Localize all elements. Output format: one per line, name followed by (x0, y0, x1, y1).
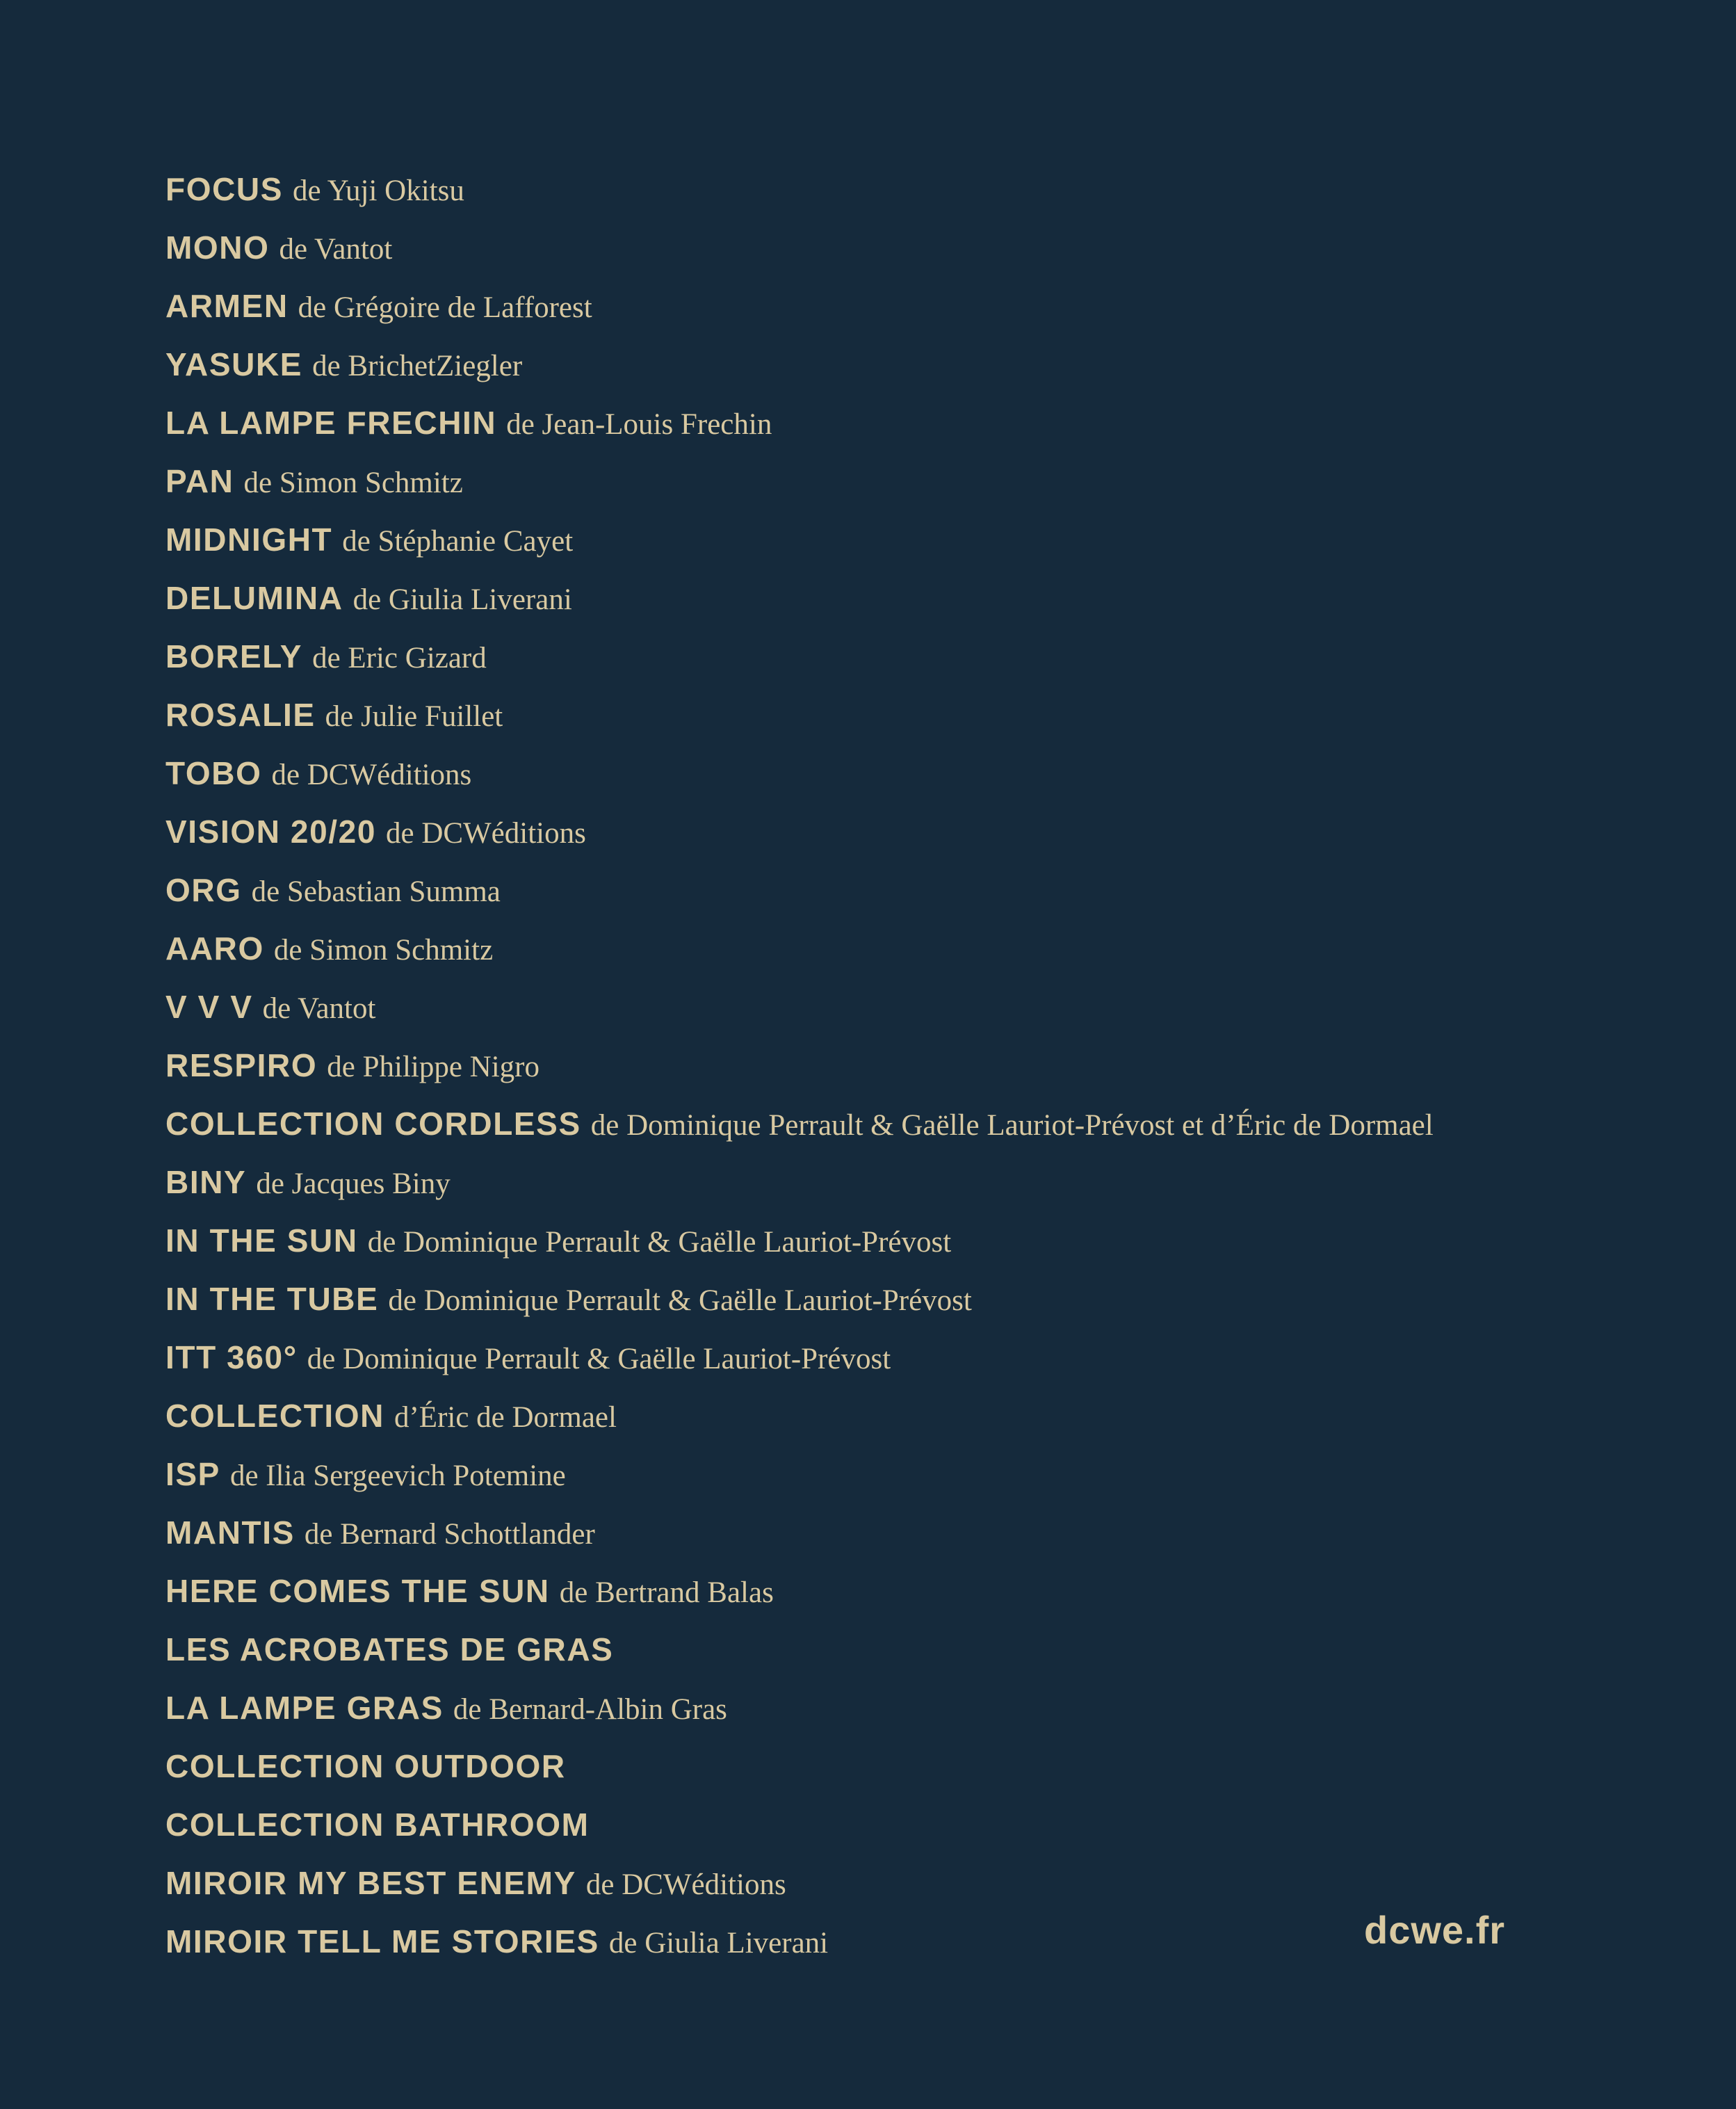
designer-credit: de Sebastian Summa (251, 875, 501, 908)
designer-credit: de Vantot (279, 233, 393, 266)
designer-credit: de Simon Schmitz (243, 467, 463, 499)
designer-credit: de Dominique Perrault & Gaëlle Lauriot-Prévost (388, 1284, 972, 1317)
product-name: COLLECTION CORDLESS (165, 1106, 581, 1142)
list-item (165, 569, 1434, 627)
list-item (165, 1036, 1434, 1094)
designer-credit: de DCWéditions (585, 1868, 786, 1901)
product-name: COLLECTION (165, 1398, 384, 1434)
product-name: ISP (165, 1456, 220, 1492)
designer-credit: de Yuji Okitsu (293, 175, 464, 207)
designer-credit: de Simon Schmitz (273, 934, 494, 967)
list-item (165, 919, 1434, 978)
designer-credit: de DCWéditions (386, 817, 586, 850)
list-item (165, 686, 1434, 744)
list-item (165, 1503, 1434, 1562)
designer-credit: de Giulia Liverani (608, 1927, 829, 1959)
list-item (165, 1270, 1434, 1328)
product-name: COLLECTION OUTDOOR (165, 1748, 566, 1784)
product-name: MIROIR MY BEST ENEMY (165, 1865, 576, 1901)
product-name: MONO (165, 229, 270, 266)
list-item (165, 277, 1434, 335)
product-name: TOBO (165, 755, 262, 791)
designer-credit: de Dominique Perrault & Gaëlle Lauriot-Prévost (367, 1226, 952, 1259)
product-name: ROSALIE (165, 697, 316, 733)
designer-credit: de Jacques Biny (256, 1167, 451, 1200)
designer-credit: de BrichetZiegler (312, 350, 523, 382)
product-name: IN THE TUBE (165, 1281, 379, 1317)
designer-credit: de Stéphanie Cayet (342, 525, 574, 558)
designer-credit: de Giulia Liverani (352, 583, 572, 616)
product-name: LA LAMPE GRAS (165, 1690, 444, 1726)
product-name: DELUMINA (165, 580, 343, 616)
list-item (165, 394, 1434, 452)
list-item (165, 1795, 1434, 1854)
product-name: MIROIR TELL ME STORIES (165, 1923, 599, 1959)
list-item (165, 1387, 1434, 1445)
product-name: BINY (165, 1164, 247, 1200)
list-item (165, 1328, 1434, 1387)
product-name: MIDNIGHT (165, 522, 333, 558)
product-name: ARMEN (165, 288, 289, 324)
product-name: RESPIRO (165, 1047, 318, 1083)
list-item (165, 1445, 1434, 1503)
product-name: AARO (165, 930, 264, 967)
list-item (165, 1854, 1434, 1912)
website-link[interactable]: dcwe.fr (1364, 1908, 1506, 1952)
designer-credit: de Bertrand Balas (559, 1576, 774, 1609)
product-name: LA LAMPE FRECHIN (165, 405, 497, 441)
list-item (165, 1211, 1434, 1270)
list-item (165, 452, 1434, 510)
list-item (165, 160, 1434, 218)
product-name: IN THE SUN (165, 1222, 358, 1259)
product-name: V V V (165, 989, 253, 1025)
product-name: VISION 20/20 (165, 814, 377, 850)
designer-credit: de Ilia Sergeevich Potemine (229, 1460, 566, 1492)
designer-credit: de Dominique Perrault & Gaëlle Lauriot-Prévost et d’Éric de Dormael (590, 1109, 1434, 1142)
designer-credit: de Philippe Nigro (327, 1051, 540, 1083)
product-name: MANTIS (165, 1514, 295, 1551)
list-item (165, 1562, 1434, 1620)
list-item (165, 627, 1434, 686)
designer-credit: de Bernard-Albin Gras (453, 1693, 727, 1726)
designer-credit: de Grégoire de Lafforest (298, 291, 592, 324)
list-item (165, 335, 1434, 394)
designer-credit: de Vantot (262, 992, 376, 1025)
product-name: ITT 360° (165, 1339, 298, 1375)
collection-list (165, 160, 1434, 1971)
product-name: HERE COMES THE SUN (165, 1573, 550, 1609)
list-item (165, 1737, 1434, 1795)
list-item (165, 744, 1434, 802)
designer-credit: de Julie Fuillet (325, 700, 503, 733)
list-item (165, 1620, 1434, 1679)
list-item (165, 218, 1434, 277)
designer-credit: de Bernard Schottlander (304, 1518, 595, 1551)
list-item (165, 1153, 1434, 1211)
list-item (165, 802, 1434, 861)
designer-credit: de Jean-Louis Frechin (506, 408, 772, 441)
product-name: LES ACROBATES DE GRAS (165, 1631, 614, 1667)
list-item (165, 510, 1434, 569)
product-name: PAN (165, 463, 234, 499)
product-name: FOCUS (165, 171, 283, 207)
product-name: COLLECTION BATHROOM (165, 1807, 590, 1843)
designer-credit: de DCWéditions (271, 759, 472, 791)
product-name: YASUKE (165, 346, 303, 382)
product-name: ORG (165, 872, 242, 908)
designer-credit: d’Éric de Dormael (394, 1401, 617, 1434)
designer-credit: de Dominique Perrault & Gaëlle Lauriot-Prévost (307, 1343, 891, 1375)
product-name: BORELY (165, 638, 303, 674)
list-item (165, 861, 1434, 919)
list-item (165, 1679, 1434, 1737)
list-item (165, 978, 1434, 1036)
designer-credit: de Eric Gizard (312, 642, 487, 674)
list-item (165, 1094, 1434, 1153)
list-item (165, 1912, 1434, 1971)
